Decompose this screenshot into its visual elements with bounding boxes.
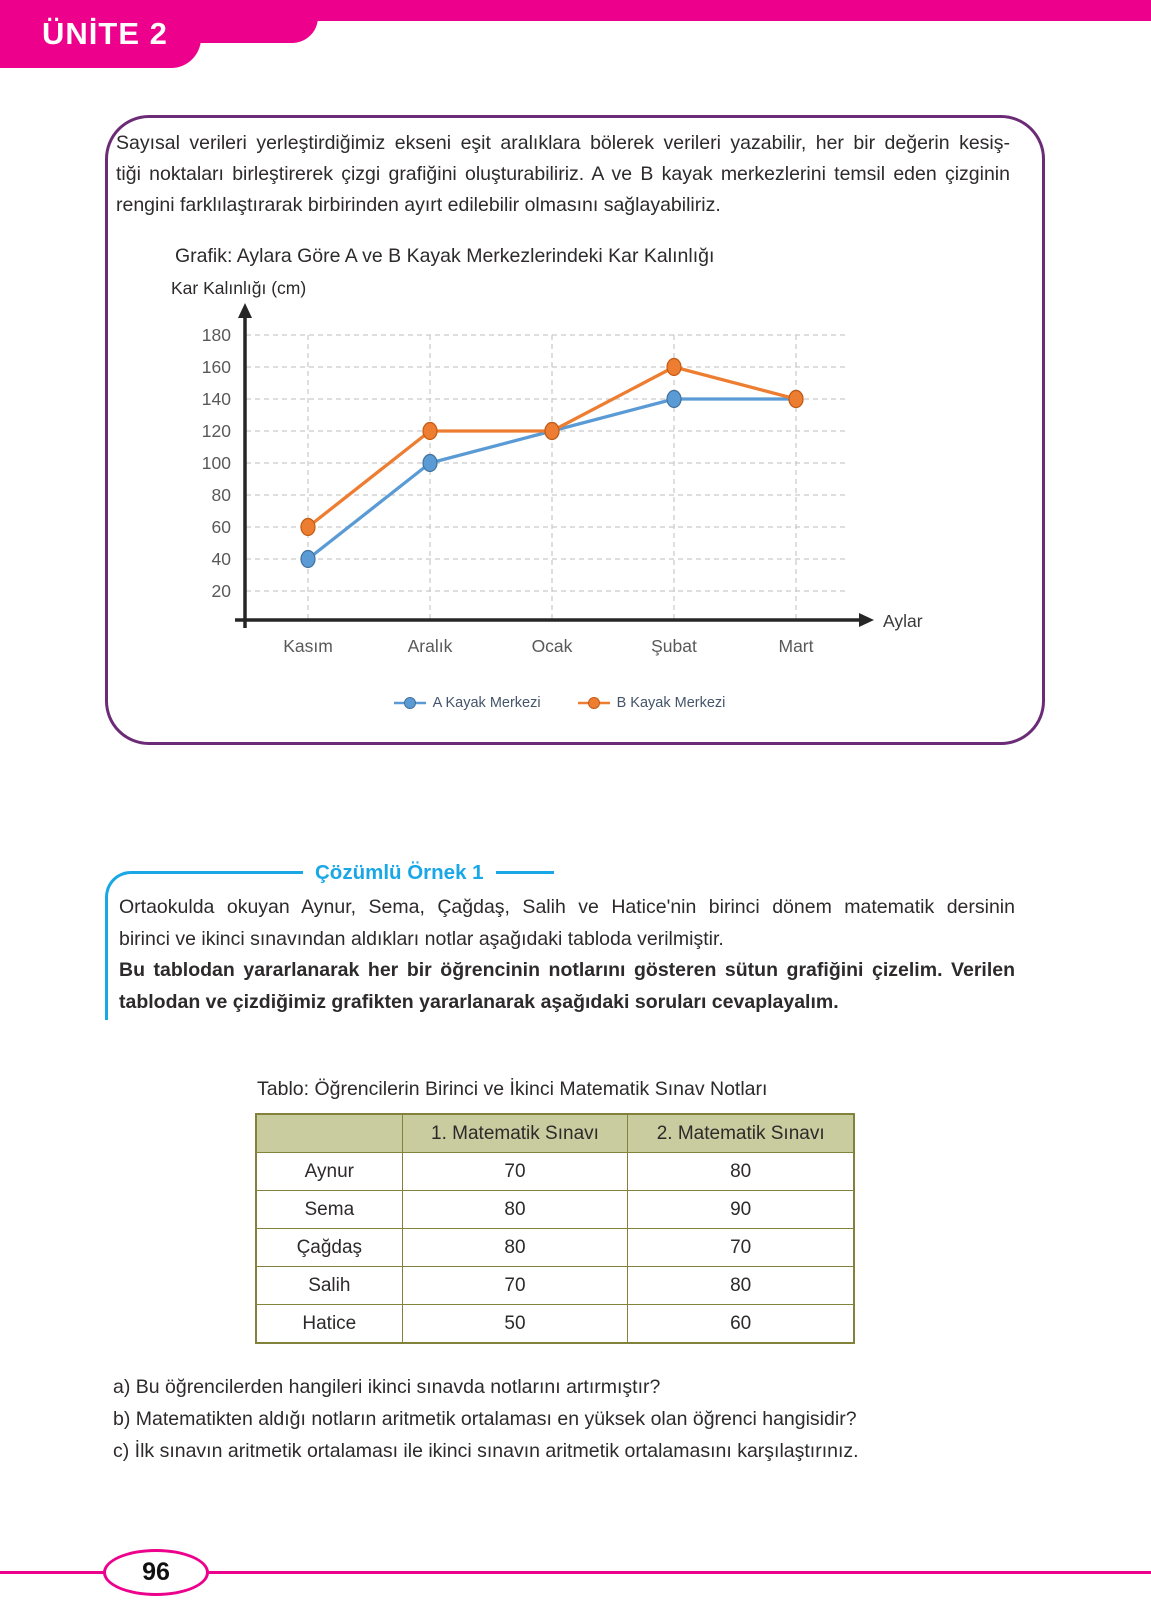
score-cell: 60 — [628, 1305, 854, 1344]
y-tick-label: 60 — [211, 517, 231, 537]
legend-item — [393, 695, 541, 711]
table-row — [256, 1305, 854, 1344]
x-category-label: Aralık — [407, 636, 453, 656]
score-cell: 70 — [402, 1153, 628, 1191]
x-category-label: Şubat — [651, 636, 697, 656]
table-title: Tablo: Öğrencilerin Birinci ve İkinci Matematik Sınav Notları — [257, 1078, 768, 1100]
student-name-cell: Salih — [256, 1267, 402, 1305]
table-row — [256, 1153, 854, 1191]
table-column-header: 2. Matematik Sınavı — [628, 1114, 854, 1153]
page-number-badge — [103, 1549, 209, 1596]
data-point — [423, 455, 437, 472]
table-column-header — [256, 1114, 402, 1153]
table-row — [256, 1191, 854, 1229]
scores-table — [255, 1113, 855, 1344]
student-name-cell: Aynur — [256, 1153, 402, 1191]
student-name-cell: Sema — [256, 1191, 402, 1229]
score-cell: 70 — [402, 1267, 628, 1305]
x-axis-arrow-icon — [859, 613, 874, 627]
y-tick-label: 180 — [201, 325, 231, 345]
example-header — [131, 858, 554, 887]
table-header-row — [256, 1114, 854, 1153]
unit-label: ÜNİTE 2 — [42, 16, 168, 51]
y-tick-label: 40 — [211, 549, 231, 569]
y-tick-label: 80 — [211, 485, 231, 505]
example-header-rule-left — [131, 871, 303, 874]
solved-example-section — [105, 858, 1025, 1020]
data-point — [423, 423, 437, 440]
table-section — [255, 1078, 859, 1344]
chart-legend — [169, 695, 949, 711]
legend-label: A Kayak Merkezi — [432, 695, 541, 711]
score-cell: 80 — [402, 1229, 628, 1267]
data-point — [667, 359, 681, 376]
data-point — [545, 423, 559, 440]
line-chart — [169, 300, 949, 665]
table-row — [256, 1267, 854, 1305]
data-point — [667, 391, 681, 408]
data-point — [789, 391, 803, 408]
table-row — [256, 1229, 854, 1267]
intro-paragraph — [116, 128, 1010, 221]
text-line: Ortaokulda okuyan Aynur, Sema, Çağdaş, Salih ve Hatice'nin birinci dönem matematik dersinin — [119, 896, 1015, 918]
y-tick-label: 100 — [201, 453, 231, 473]
questions-list — [113, 1372, 1043, 1467]
x-axis-title: Aylar — [883, 611, 923, 631]
y-tick-label: 20 — [211, 581, 231, 601]
score-cell: 90 — [628, 1191, 854, 1229]
question-item: c) İlk sınavın aritmetik ortalaması ile ikinci sınavın aritmetik ortalamasını karşılaştırınız. — [113, 1439, 859, 1462]
legend-marker-icon — [393, 695, 427, 711]
y-axis-arrow-icon — [238, 303, 252, 318]
question-item: a) Bu öğrencilerden hangileri ikinci sınavda notlarını artırmıştır? — [113, 1376, 661, 1398]
example-header-rule-right — [496, 871, 554, 874]
example-paragraph — [119, 892, 1015, 1018]
example-bracket-line — [105, 896, 108, 1020]
text-line: tiği noktaları birleştirerek çizgi grafiğini oluşturabiliriz. A ve B kayak merkezlerini temsil eden çizginin — [116, 163, 1010, 185]
score-cell: 80 — [402, 1191, 628, 1229]
text-line: birinci ve ikinci sınavından aldıkları notlar aşağıdaki tabloda verilmiştir. — [119, 927, 724, 950]
student-name-cell: Çağdaş — [256, 1229, 402, 1267]
score-cell: 50 — [402, 1305, 628, 1344]
intro-chart-box — [105, 115, 1045, 745]
score-cell: 80 — [628, 1153, 854, 1191]
example-heading: Çözümlü Örnek 1 — [315, 860, 484, 884]
y-tick-label: 160 — [201, 357, 231, 377]
legend-label: B Kayak Merkezi — [616, 695, 726, 711]
x-category-label: Ocak — [531, 636, 573, 656]
score-cell: 70 — [628, 1229, 854, 1267]
text-line: tablodan ve çizdiğimiz grafikten yararlanarak aşağıdaki soruları cevaplayalım. — [119, 990, 839, 1013]
page-number: 96 — [142, 1558, 170, 1586]
legend-item — [577, 695, 726, 711]
chart-y-axis-label: Kar Kalınlığı (cm) — [171, 278, 307, 298]
text-line: Sayısal verileri yerleştirdiğimiz ekseni eşit aralıklara bölerek verileri yazabilir, her bir değerin kesiş- — [116, 132, 1010, 154]
x-category-label: Kasım — [283, 636, 333, 656]
data-point — [301, 519, 315, 536]
y-tick-label: 140 — [201, 389, 231, 409]
question-item: b) Matematikten aldığı notların aritmetik ortalaması en yüksek olan öğrenci hangisidir? — [113, 1407, 857, 1430]
chart-title: Grafik: Aylara Göre A ve B Kayak Merkezlerindeki Kar Kalınlığı — [175, 245, 715, 267]
y-tick-label: 120 — [201, 421, 231, 441]
x-category-label: Mart — [778, 636, 814, 656]
legend-marker-icon — [577, 695, 611, 711]
score-cell: 80 — [628, 1267, 854, 1305]
table-column-header: 1. Matematik Sınavı — [402, 1114, 628, 1153]
student-name-cell: Hatice — [256, 1305, 402, 1344]
text-line: rengini farklılaştırarak birbirinden ayırt edilebilir olmasını sağlayabiliriz. — [116, 194, 721, 216]
text-line: Bu tablodan yararlanarak her bir öğrencinin notlarını gösteren sütun grafiğini çizelim. Verilen — [119, 959, 1015, 981]
data-point — [301, 551, 315, 568]
